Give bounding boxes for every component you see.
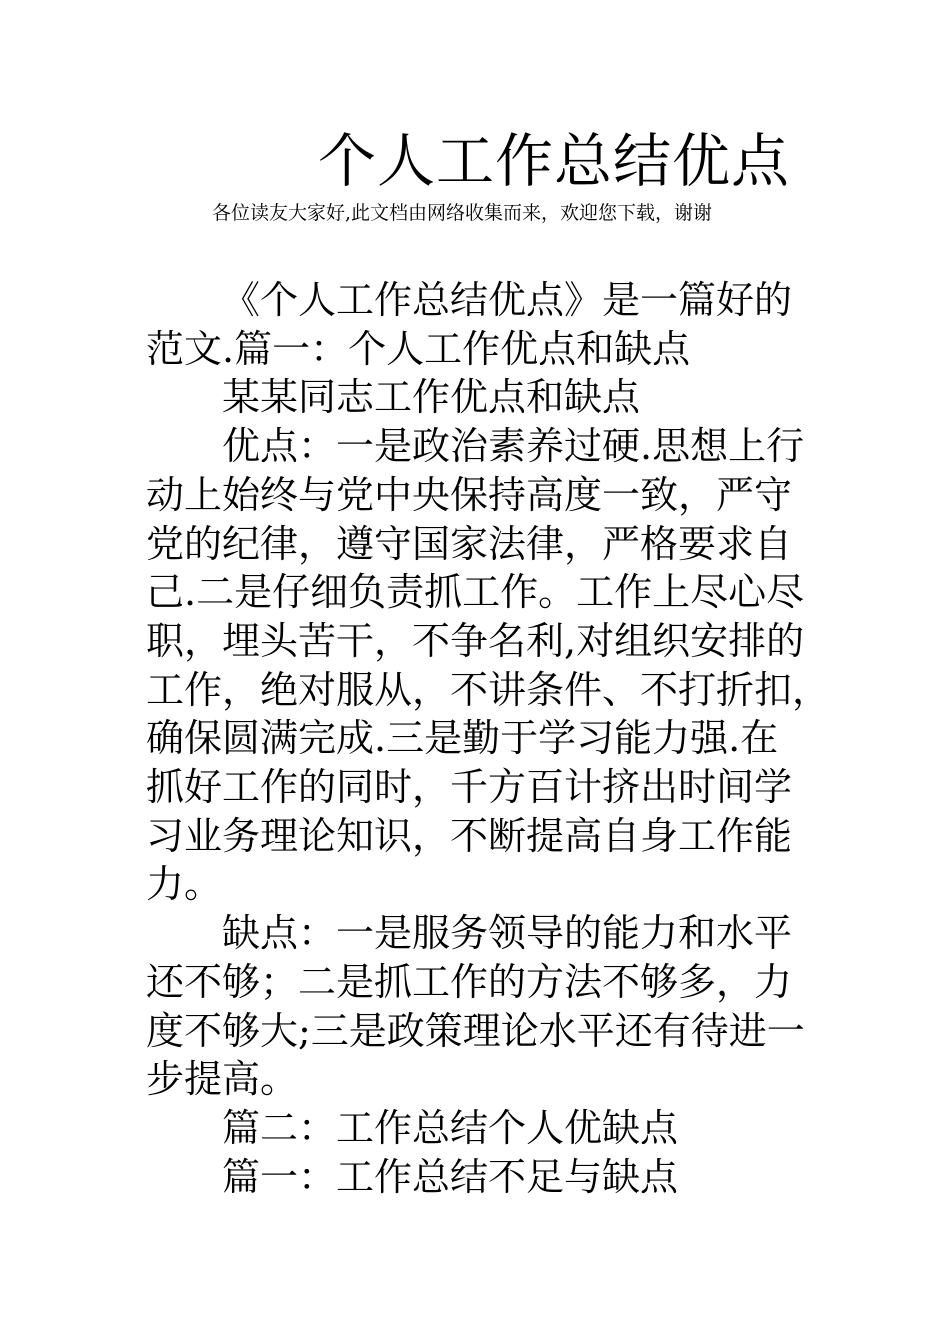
body-line: 某某同志工作优点和缺点 [222, 375, 641, 420]
body-line: 己.二是仔细负责抓工作。工作上尽心尽 [146, 570, 805, 615]
body-line: 力。 [146, 862, 223, 907]
body-line: 《个人工作总结优点》是一篇好的 [222, 278, 793, 322]
body-line: 篇一：工作总结不足与缺点 [222, 1154, 679, 1199]
body-line: 职，埋头苦干，不争名利,对组织安排的 [146, 618, 805, 663]
body-line: 确保圆满完成.三是勤于学习能力强.在 [146, 716, 779, 761]
body-line: 步提高。 [146, 1057, 299, 1102]
body-line: 工作，绝对服从，不讲条件、不打折扣， [146, 667, 831, 712]
body-line: 篇二：工作总结个人优缺点 [222, 1105, 679, 1150]
body-line: 度不够大;三是政策理论水平还有待进一 [146, 1008, 805, 1053]
document-subtitle: 各位读友大家好,此文档由网络收集而来，欢迎您下载，谢谢 [212, 202, 713, 224]
body-line: 习业务理论知识，不断提高自身工作能 [146, 813, 793, 858]
document-title: 个人工作总结优点 [318, 127, 791, 195]
body-line: 动上始终与党中央保持高度一致，严守 [146, 472, 793, 517]
body-line: 优点：一是政治素养过硬.思想上行 [222, 424, 805, 469]
body-line: 抓好工作的同时，千方百计挤出时间学 [146, 765, 793, 810]
body-line: 缺点：一是服务领导的能力和水平 [222, 911, 793, 956]
body-line: 党的纪律，遵守国家法律，严格要求自 [146, 521, 793, 566]
body-line: 还不够；二是抓工作的方法不够多，力 [146, 959, 793, 1004]
document-body [146, 276, 836, 1201]
body-line: 范文.篇一：个人工作优点和缺点 [146, 326, 691, 371]
